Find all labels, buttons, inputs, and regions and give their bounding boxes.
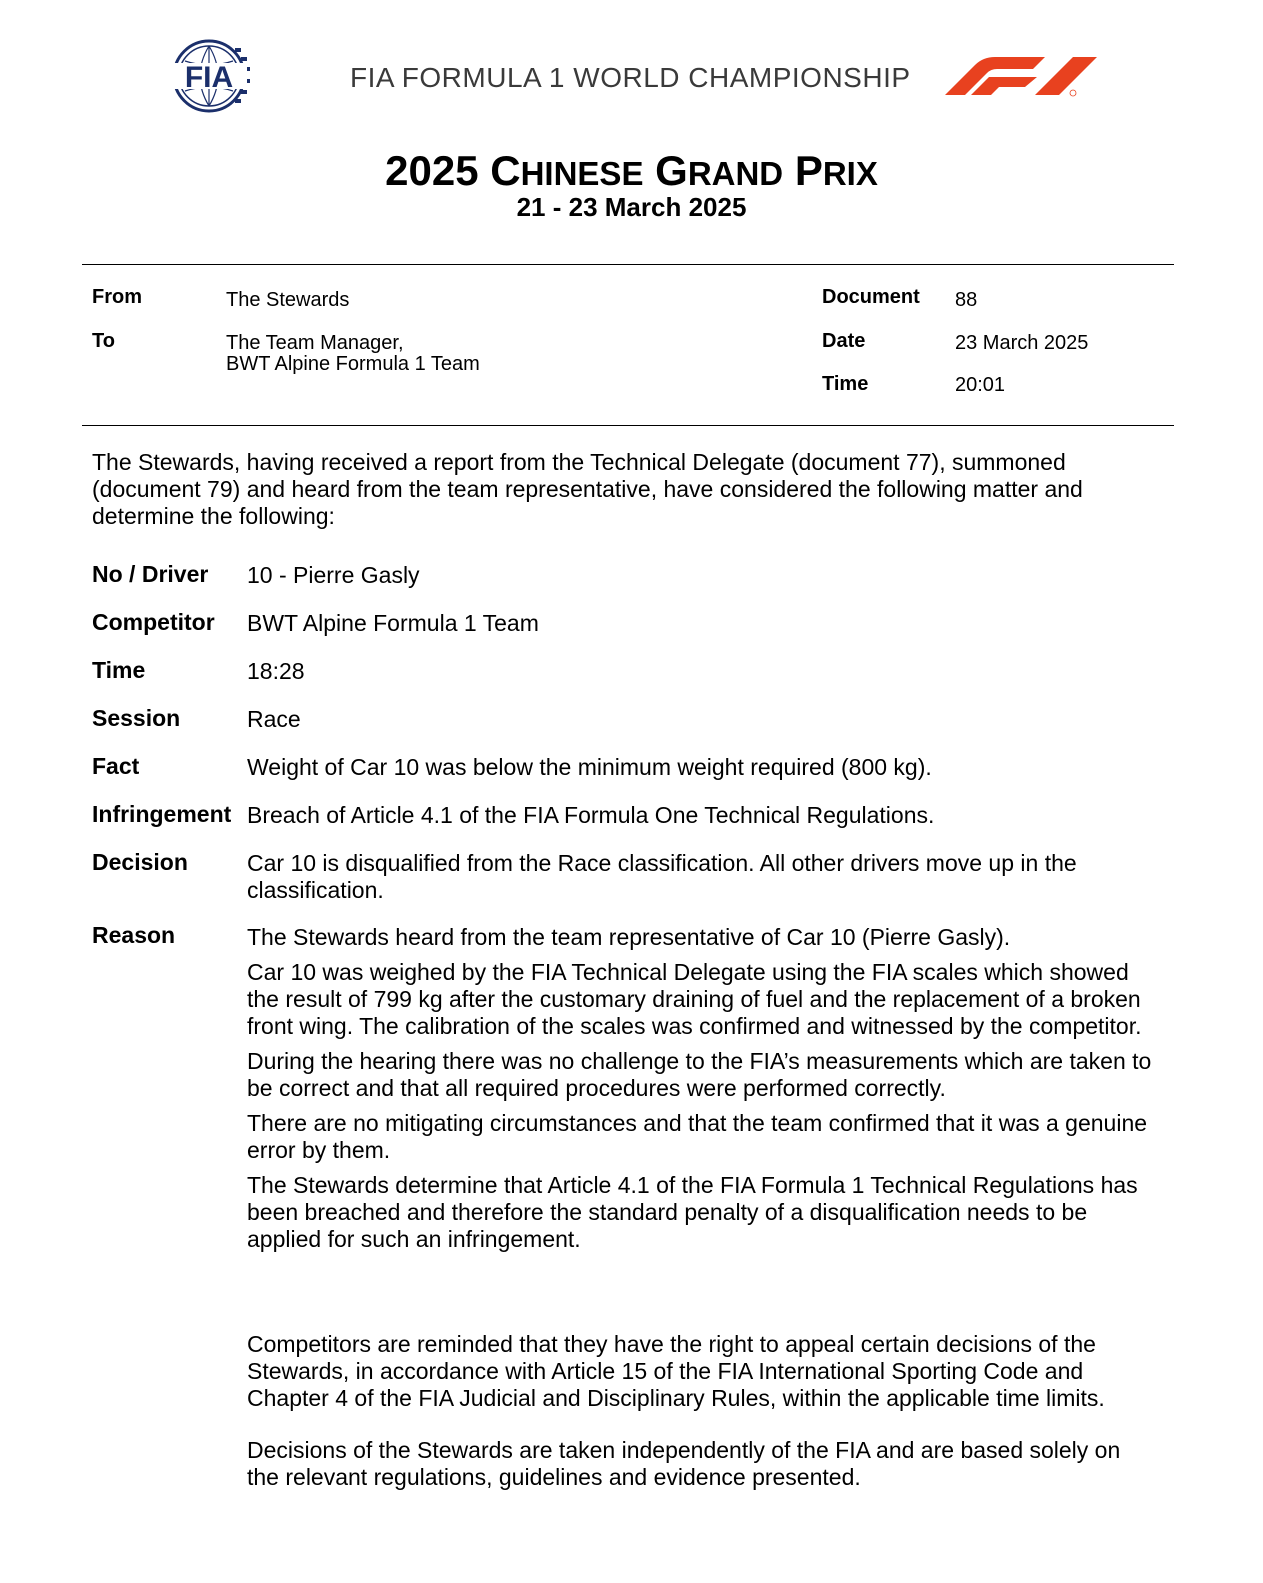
session-value: Race	[247, 706, 301, 732]
intro-paragraph: The Stewards, having received a report from the Technical Delegate (document 77), summoned (document 79) and heard from the team representative, have considered the following matter and determine the following:	[92, 449, 1083, 529]
time-field-value: 18:28	[247, 658, 305, 684]
driver-label: No / Driver	[92, 561, 209, 587]
from-label: From	[92, 286, 142, 308]
document-label: Document	[822, 286, 920, 308]
svg-text:FIA: FIA	[184, 61, 234, 94]
divider	[82, 425, 1174, 426]
championship-title: FIA FORMULA 1 WORLD CHAMPIONSHIP	[350, 62, 911, 93]
decision-value: Car 10 is disqualified from the Race classification. All other drivers move up in the classification.	[247, 850, 1077, 903]
reason-body	[247, 924, 1152, 1261]
reason-paragraph: Car 10 was weighed by the FIA Technical Delegate using the FIA scales which showed the result of 799 kg after the customary draining of fuel and the replacement of a broken front wing. The calibration of the scales was confirmed and witnessed by the competitor.	[247, 959, 1142, 1039]
to-value-line1: The Team Manager,	[226, 332, 404, 354]
reason-paragraph: There are no mitigating circumstances and that the team confirmed that it was a genuine error by them.	[247, 1110, 1148, 1163]
divider	[82, 264, 1174, 265]
event-title: 2025 CHINESE GRAND PRIX	[385, 147, 878, 194]
time-field-label: Time	[92, 657, 146, 683]
from-value: The Stewards	[226, 289, 350, 311]
time-label: Time	[822, 373, 869, 395]
infringement-label: Infringement	[92, 801, 232, 827]
appeal-notice: Competitors are reminded that they have the right to appeal certain decisions of the Stewards, in accordance with Article 15 of the FIA International Sporting Code and Chapter 4 of the FIA Judicial and Disciplinary Rules, within the applicable time limits.	[247, 1331, 1105, 1411]
reason-paragraph: The Stewards determine that Article 4.1 of the FIA Formula 1 Technical Regulations has been breached and therefore the standard penalty of a disqualification needs to be applied for such an infringement.	[247, 1172, 1138, 1252]
fact-value: Weight of Car 10 was below the minimum weight required (800 kg).	[247, 754, 932, 780]
date-value: 23 March 2025	[955, 332, 1089, 354]
independence-notice: Decisions of the Stewards are taken independently of the FIA and are based solely on the relevant regulations, guidelines and evidence presented.	[247, 1437, 1121, 1490]
infringement-value: Breach of Article 4.1 of the FIA Formula One Technical Regulations.	[247, 802, 935, 828]
event-dates: 21 - 23 March 2025	[516, 192, 747, 222]
to-label: To	[92, 330, 115, 352]
driver-value: 10 - Pierre Gasly	[247, 562, 420, 588]
competitor-value: BWT Alpine Formula 1 Team	[247, 610, 539, 636]
to-value-line2: BWT Alpine Formula 1 Team	[226, 353, 480, 375]
date-label: Date	[822, 330, 866, 352]
time-value: 20:01	[955, 374, 1006, 396]
fia-logo	[155, 39, 263, 113]
session-label: Session	[92, 705, 181, 731]
f1-logo-icon	[945, 55, 1097, 99]
reason-label: Reason	[92, 922, 176, 948]
reason-paragraph: The Stewards heard from the team representative of Car 10 (Pierre Gasly).	[247, 924, 1011, 950]
reason-paragraph: During the hearing there was no challenge to the FIA’s measurements which are taken to be correct and that all required procedures were performed correctly.	[247, 1048, 1152, 1101]
decision-label: Decision	[92, 849, 188, 875]
competitor-label: Competitor	[92, 609, 215, 635]
document-value: 88	[955, 289, 978, 311]
fact-label: Fact	[92, 753, 140, 779]
